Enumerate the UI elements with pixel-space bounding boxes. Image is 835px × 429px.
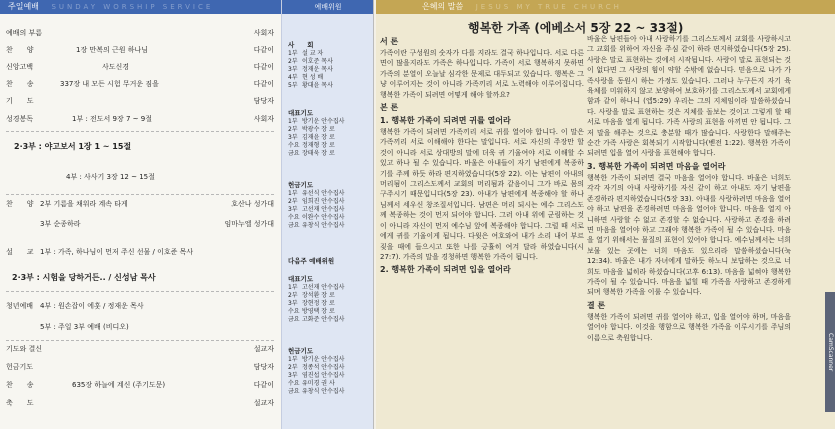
worship-program-page	[0, 0, 374, 429]
worship-band-title: 주일예배	[8, 2, 39, 11]
worship-band-watermark: SUNDAY WORSHIP SERVICE	[51, 3, 214, 11]
committee-group: 헌금기도 1부 방기운 안수집사 2부 정종석 안수집사 3부 염진섭 안수집사 수요 유미경 권 사 금요 유창식 안수집사	[288, 347, 345, 395]
sermon-column-2: 바울은 남편들아 아내 사랑하기를 그리스도께서 교회를 사랑하시고 그 교회를 위하여 자신을 주심 같이 하라 편지하였습니다(5장 25). 사랑은 말로 표현하는 것에서 시작됩니다. 사랑이 말로 표현되는 것이 없다면 그 사랑의 힘이 약할 수밖에 없습니다. 믿음으로 나가 가족사랑을 동원시 하는 가정도 있습니다. 그러나 누구든지 자기 육 육체를 미워하지 않고 보양하여 보호하기를 그리스도께서 교회에게 함과 같이 하나니 (엡5:29) 우리는 그의 지체임이라 말씀하셨습니다. 사랑을 말로 표현하는 것은 지체를 돌보는 것이고 그렇게 할 때 서로 마음을 열게 됩니다. 가족 사랑의 표현을 아끼면 안 됩니다. 그저 말을 해주는 것으로 충분할 때가 많습니다. 사랑한다 말해주는 순간 가족 사랑은 회복되기 시작합니다(벧전 1:22). 행복한 가족이 되려면 입을 열어 사랑을 표현해야 합니다. 3. 행복한 가족이 되려면 마음을 열어라 행복한 가족이 되려면 결국 마음을 열어야 합니다. 바울은 너희도 각각 자기의 아내 사랑하기를 자신 같이 하고 아내도 자기 남편을 존경하라 편지하였습니다(5장 33). 아내를 사랑하려면 마음을 열어야 하고 남편을 존경하려면 마음을 열어야 합니다. 마음을 열지 아니하면 사랑할 수 없고 존경할 수 없습니다. 사랑하고 존경을 하려면 마음을 열어야 하고 그래야 행복한 가족이 될 수 있습니다. 마음을 열기 위해서는 물질의 표현이 있어야 합니다. 예수님께서는 너희 보물 있는 곳에는 너희 마음도 있으리라 말씀하셨습니다(눅 12:34). 바울은 내가 자녀에게 말하듯 하노니 보답하는 것으로 너희도 마음을 넓히라 하셨습니다(고후 6:13). 마음을 넓혀야 행복한 가족이 될 수 있습니다. 마음을 넓힐 때 가족을 사랑하고 존경하게 되며 행복한 가족을 이룰 수 있습니다. 결 론 행복한 가족이 되려면 귀를 열어야 하고, 입을 열어야 하며, 마음을 열어야 합니다. 이것을 행함으로 행복한 가족을 이루시기를 주님의 이름으로 축원합니다.	[587, 35, 791, 342]
committee-group: 헌금기도 1부 유선식 안수집사 2부 임희진 안수집사 3부 고선재 안수집사 수요 이완수 안수집사 금요 유창식 안수집사	[288, 181, 345, 229]
committee-group: 사 회 1부 설 교 자 2부 이호준 목사 3부 정재운 목사 4부 현 성 배 5부 황대윤 목사	[288, 41, 333, 89]
sermon-column-1: 서 론 가족이란 구성원의 숫자가 다를 지라도 결국 하나입니다. 서로 다른 면이 많을지라도 가족은 하나입니다. 가족이 서로 행복하지 못하면 가족의 분열이 오늘날 심각한 문제로 대두되고 있습니다. 행복은 그냥 이루어지는 것이 아니라 가족끼리 서로 노력해야 이루어집니다. 행복한 가족이 되려면 어떻게 해야 할까요? 본 론 1. 행복한 가족이 되려면 귀를 열어라 행복한 가족이 되려면 가족끼리 서로 귀를 열어야 합니다. 이 말은 가족끼리 서로 이해해야 한다는 말입니다. 서로 자신의 주장만 할 것이 아니라 서로 상대방의 말에 더욱 귀 기울여야 서로 이해할 수 있고 하나 될 수 있습니다. 바울은 아내들이 자기 남편에게 복종하기를 주께 하듯 하라 편지하였습니다(5장 22). 이는 남편이 아내의 머리됨이 그리스도께서 교회의 머리됨과 같음이니 그가 바로 몸의 구주시기 때문입니다(5장 23). 아내가 남편에게 복종해야 할 하나님께서 세우신 창조질서입니다. 남편은 머리 되시는 예수 그리스도께 복종하는 것이 먼저 되어야 합니다. 그러 아내 위에 군림하는 것이 아니라 자신이 먼저 예수님 앞에 복종해야 합니다. 그럴 때 서로에게 귀를 기울이게 됩니다. 다윗은 여호와여 내가 소리 내어 부르짖을 때에 들으시고 또한 나를 긍휼히 여겨 달라 하였습니다(시 27:7). 가족의 말을 경청하면 행복한 가족이 됩니다. 2. 행복한 가족이 되려면 입을 열어라	[380, 37, 584, 275]
committee-group: 대표기도 1부 고선재 안수집사 2부 장석환 장 로 3부 장현정 장 로 수요 방영택 장 로 금요 고화준 안수집사	[288, 275, 345, 323]
worship-committee	[281, 0, 374, 429]
sermon-heading: 2·3부 : 시험을 당하거든.. / 신성남 목사	[12, 273, 156, 282]
committee-group: 대표기도 1부 방기운 안수집사 2부 박광수 장 로 3부 김재윤 장 로 수요 정재형 장 로 금요 장태욱 장 로	[288, 109, 345, 157]
scripture-heading: 2·3부 : 야고보서 1장 1 ~ 15절	[14, 142, 132, 151]
sermon-band-title: 은혜의 말씀	[422, 2, 464, 11]
committee-group: 다음주 예배위원	[288, 257, 335, 265]
sermon-band	[376, 0, 835, 14]
divider	[6, 131, 274, 132]
sermon-page	[376, 0, 835, 429]
scripture-sub: 4부 : 사사기 3장 12 ~ 15절	[66, 173, 155, 181]
scanner-watermark: CamScanner	[825, 292, 835, 412]
divider	[6, 194, 274, 195]
divider	[6, 340, 274, 341]
divider	[6, 291, 274, 292]
order-of-service: 예배의 부름 사회자 찬 양 1장 만복의 근원 하나님 다같이 신앙고백 사도신경 다같이 찬 송 337장 내 모든 시험 무거운 짐을 다같이 기 도 담당자 성경봉독 1부 : 전도서 9장 7 ~ 9절 사회자 2·3부 : 야고보서 1장 1 ~ 15절 4부 : 사사기 3장 12 ~ 15절 찬 양 2부 기름을 채워라 계속 타게 호산나 성가대 3부 순종하라 임마누엘 성가대 설 교 1부 : 가족, 하나님이 먼저 주신 선물 / 이호준 목사 2·3부 : 시험을 당하거든.. / 신성남 목사 청년예배 4부 : 원손잡이 에훗 / 정재운 목사 5부 : 주일 3부 예배 (비디오) 기도와 결신 설교자 헌금기도 담당자 찬 송 635장 하늘에 계신 (주기도문) 다같이 축 도 설교자	[6, 29, 274, 407]
sermon-title: 행복한 가족 (에베소서 5장 22 ~ 33절)	[468, 21, 684, 35]
sermon-band-watermark: JESUS MY TRUE CHURCH	[475, 3, 622, 11]
committee-header: 예배위원	[282, 0, 374, 14]
